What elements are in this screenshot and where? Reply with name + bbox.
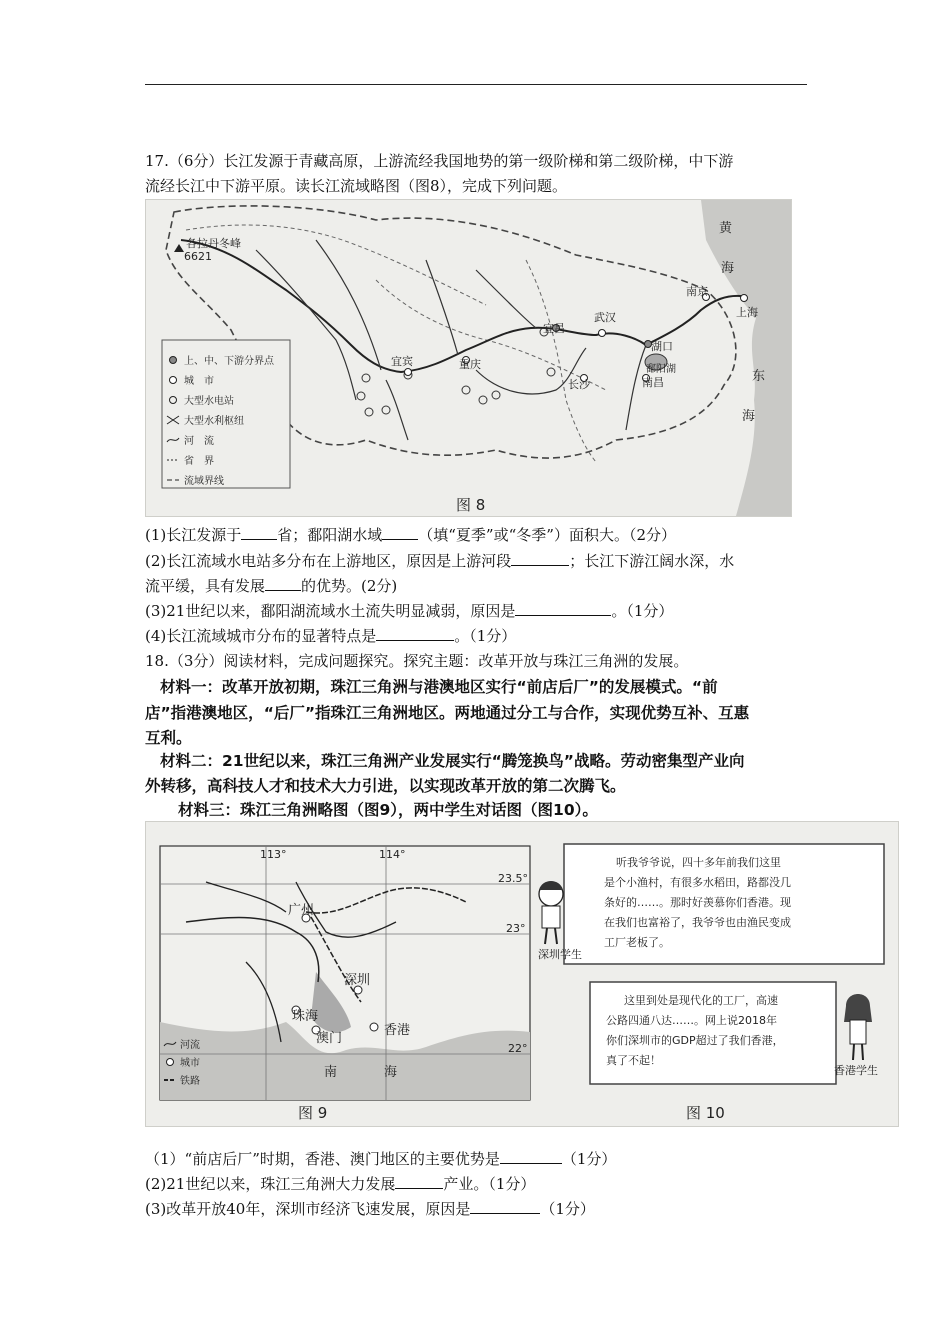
hydro-station: [362, 374, 370, 382]
answer-blank[interactable]: [395, 1173, 443, 1189]
figure-9-10-panel: [145, 821, 899, 1127]
material-2-line-2: 外转移，高科技人才和技术大力引进，以实现改革开放的第二次腾飞。: [145, 777, 626, 795]
lon-label: 113°: [260, 848, 287, 861]
place-label: 香港: [384, 1023, 411, 1038]
place-label: 南昌: [642, 376, 664, 389]
place-label: 珠海: [292, 1009, 319, 1024]
sea-label: 东: [752, 369, 766, 384]
place-label: 宜昌: [543, 322, 565, 335]
material-1-line-2: 店”指港澳地区，“后厂”指珠江三角洲地区。两地通过分工与合作，实现优势互补、互惠: [145, 704, 750, 722]
svg-text:这里到处是现代化的工厂，高速: 这里到处是现代化的工厂，高速: [624, 994, 778, 1007]
city-marker: [741, 295, 748, 302]
legend-label: 城 市: [184, 376, 214, 387]
legend-label: 上、中、下游分界点: [184, 356, 274, 367]
sea-label: 南: [324, 1065, 338, 1080]
tributary-7: [386, 380, 408, 440]
q17-intro-line-2: 流经长江中下游平原。读长江流域略图（图8），完成下列问题。: [145, 177, 568, 195]
svg-text:你们深圳市的GDP超过了我们香港，: 你们深圳市的GDP超过了我们香港，: [606, 1034, 784, 1047]
city-marker: [370, 1023, 378, 1031]
legend-label: 流域界线: [184, 476, 224, 487]
place-label: 宜宾: [391, 355, 413, 368]
svg-text:条好的……。那时好羡慕你们香港。现: 条好的……。那时好羡慕你们香港。现: [604, 896, 791, 909]
answer-blank[interactable]: [515, 600, 611, 616]
shenzhen-student-figure: [539, 881, 563, 944]
q18-sub3: (3)改革开放40年，深圳市经济飞速发展，原因是 （1分）: [145, 1200, 595, 1218]
tributary-2: [316, 240, 381, 370]
q18-intro: 18.（3分）阅读材料，完成问题探究。探究主题：改革开放与珠江三角洲的发展。: [145, 652, 689, 670]
hydro-station: [365, 408, 373, 416]
legend-label: 城市: [180, 1058, 200, 1069]
q17-intro-line-1: 17.（6分）长江发源于青藏高原，上游流经我国地势的第一级阶梯和第二级阶梯，中下游: [145, 152, 734, 170]
place-label: 广州: [288, 903, 315, 918]
sea-area: [701, 200, 791, 516]
place-label: 湖口: [651, 340, 673, 353]
place-label: 重庆: [459, 358, 481, 371]
place-label: 南京: [686, 285, 708, 298]
city-marker: [599, 330, 606, 337]
place-label: 长沙: [568, 378, 590, 391]
tributary-3: [426, 260, 458, 355]
legend-label: 大型水电站: [184, 396, 234, 407]
lat-label: 23°: [506, 922, 526, 935]
legend-label: 河 流: [184, 436, 214, 447]
q17-sub3: (3)21世纪以来，鄱阳湖流域水土流失明显减弱，原因是 。（1分）: [145, 602, 674, 620]
q17-sub4: (4)长江流域城市分布的显著特点是 。（1分）: [145, 627, 517, 645]
material-2-line-1: 材料二：21世纪以来，珠江三角洲产业发展实行“腾笼换鸟”战略。劳动密集型产业向: [160, 752, 745, 770]
place-label: 澳门: [316, 1031, 343, 1046]
legend-city-icon: [167, 1059, 174, 1066]
hongkong-student-figure: [844, 994, 872, 1060]
answer-blank[interactable]: [470, 1198, 540, 1214]
answer-blank[interactable]: [511, 550, 569, 566]
legend-city-icon: [170, 377, 177, 384]
answer-blank[interactable]: [376, 625, 454, 641]
answer-blank[interactable]: [265, 575, 301, 591]
sea-label: 海: [742, 409, 756, 424]
figure-8-caption: 图 8: [456, 496, 486, 514]
material-1-line-3: 互利。: [145, 729, 192, 747]
legend-label: 大型水利枢纽: [184, 416, 244, 427]
material-3-line-1: 材料三：珠江三角洲略图（图9），两中学生对话图（图10）。: [178, 801, 598, 819]
hydro-station: [492, 391, 500, 399]
hydro-station: [547, 368, 555, 376]
hydro-station: [357, 392, 365, 400]
answer-blank[interactable]: [241, 524, 277, 540]
peak-marker: [174, 244, 184, 252]
svg-text:工厂老板了。: 工厂老板了。: [604, 936, 670, 949]
svg-text:在我们也富裕了，我爷爷也由渔民变成: 在我们也富裕了，我爷爷也由渔民变成: [604, 916, 791, 929]
hydro-station: [462, 386, 470, 394]
figure-10-caption: 图 10: [686, 1104, 725, 1122]
peak-elevation: 6621: [184, 250, 212, 263]
place-label: 深圳: [344, 973, 371, 988]
legend-label: 省 界: [184, 456, 214, 467]
sea-label: 海: [384, 1065, 398, 1080]
place-label: 鄱阳湖: [646, 364, 676, 375]
speaker-2-label: 香港学生: [834, 1064, 878, 1077]
legend-label: 铁路: [180, 1076, 200, 1087]
figure-9-caption: 图 9: [298, 1104, 328, 1122]
sea-label: 海: [721, 261, 735, 276]
hydro-station: [382, 406, 390, 414]
speaker-1-label: 深圳学生: [538, 948, 582, 961]
legend-label: 河流: [180, 1040, 200, 1051]
q17-sub2-line-2: 流平缓，具有发展 的优势。(2分): [145, 577, 398, 595]
answer-blank[interactable]: [382, 524, 418, 540]
svg-text:听我爷爷说，四十多年前我们这里: 听我爷爷说，四十多年前我们这里: [616, 856, 781, 869]
hydro-station-group: [357, 328, 555, 416]
tributary-4: [476, 270, 536, 328]
svg-text:公路四通八达……。网上说2018年: 公路四通八达……。网上说2018年: [606, 1014, 777, 1027]
header-rule: [145, 84, 807, 85]
legend-boundary-point-icon: [170, 357, 177, 364]
q17-sub2-line-1: (2)长江流域水电站多分布在上游地区，原因是上游河段 ；长江下游江阔水深，水: [145, 552, 735, 570]
city-marker: [405, 369, 412, 376]
q18-sub1: （1）“前店后厂”时期，香港、澳门地区的主要优势是 （1分）: [145, 1150, 617, 1168]
peak-name: 各拉丹冬峰: [186, 237, 241, 250]
sea-label: 黄: [719, 221, 733, 236]
province-border-c: [526, 260, 596, 462]
place-label: 武汉: [594, 311, 616, 324]
svg-text:真了不起！: 真了不起！: [606, 1054, 661, 1067]
material-1-line-1: 材料一：改革开放初期，珠江三角洲与港澳地区实行“前店后厂”的发展模式。“前: [160, 678, 718, 696]
q17-sub1: (1)长江发源于 省；鄱阳湖水域 （填“夏季”或“冬季”）面积大。（2分）: [145, 526, 676, 544]
lon-label: 114°: [379, 848, 406, 861]
q18-sub2: (2)21世纪以来，珠江三角洲大力发展 产业。（1分）: [145, 1175, 536, 1193]
answer-blank[interactable]: [500, 1148, 562, 1164]
svg-text:是个小渔村，有很多水稻田，路都没几: 是个小渔村，有很多水稻田，路都没几: [604, 876, 791, 889]
place-label: 上海: [736, 306, 758, 319]
hydro-station: [479, 396, 487, 404]
lat-label: 23.5°: [498, 872, 528, 885]
lat-label: 22°: [508, 1042, 528, 1055]
figure-8-yangtze-basin-map: [145, 199, 792, 517]
